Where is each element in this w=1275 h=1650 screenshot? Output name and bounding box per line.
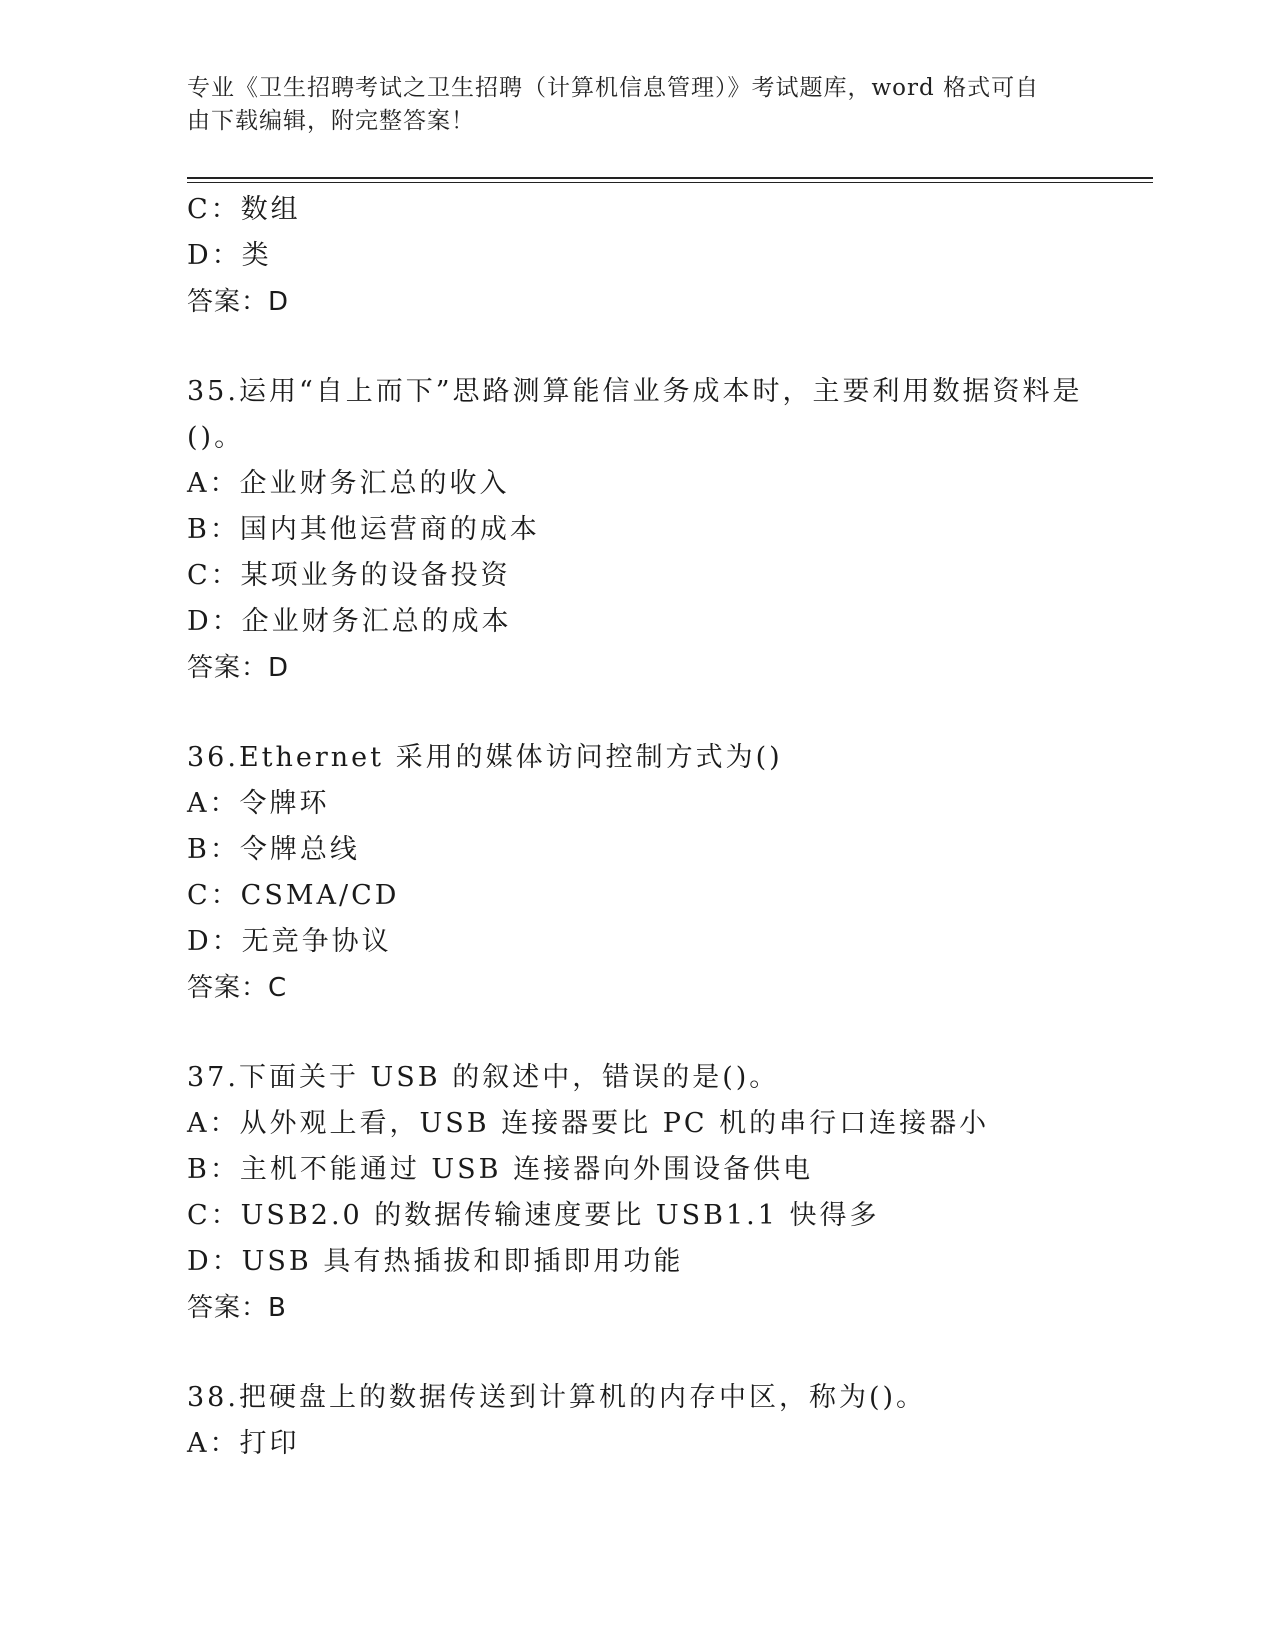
option-label: B： [187, 1154, 240, 1185]
option-c [187, 873, 1087, 919]
option-c [187, 553, 1087, 599]
prev-question [187, 187, 1087, 325]
option-a [187, 1101, 1087, 1147]
option-text: 企业财务汇总的收入 [239, 468, 510, 499]
answer-line: 答案：D [187, 653, 290, 683]
option-text: USB 具有热插拔和即插即用功能 [241, 1246, 684, 1277]
question-36 [187, 735, 1087, 1011]
option-label: A： [187, 788, 240, 819]
question-stem: 38.把硬盘上的数据传送到计算机的内存中区，称为()。 [187, 1382, 927, 1413]
spacer [187, 325, 1087, 369]
question-stem: 36.Ethernet 采用的媒体访问控制方式为() [187, 742, 783, 773]
header-line-1: 专业《卫生招聘考试之卫生招聘（计算机信息管理）》考试题库，word 格式可自 [187, 75, 1040, 101]
header-line-2: 由下载编辑，附完整答案！ [187, 108, 475, 134]
question-stem: 37.下面关于 USB 的叙述中，错误的是()。 [187, 1062, 780, 1093]
spacer [187, 1011, 1087, 1055]
header-rule-thin [187, 182, 1153, 183]
option-label: C： [187, 194, 241, 225]
option-text: CSMA/CD [240, 880, 400, 911]
option-label: B： [187, 514, 240, 545]
option-d [187, 233, 1087, 279]
header-rule-thick [187, 177, 1153, 179]
answer-line: 答案：C [187, 973, 288, 1003]
answer-line: 答案：D [187, 287, 290, 317]
question-body [187, 187, 1087, 1467]
option-text: USB2.0 的数据传输速度要比 USB1.1 快得多 [240, 1200, 880, 1231]
option-c [187, 1193, 1087, 1239]
option-a [187, 1421, 1087, 1467]
option-d [187, 599, 1087, 645]
option-label: A： [187, 1428, 240, 1459]
option-label: A： [187, 1108, 240, 1139]
option-b [187, 507, 1087, 553]
option-label: D： [187, 240, 242, 271]
option-text: 无竞争协议 [241, 926, 392, 957]
option-label: B： [187, 834, 240, 865]
option-d [187, 919, 1087, 965]
answer-line: 答案：B [187, 1293, 287, 1323]
option-label: C： [187, 560, 241, 591]
option-c [187, 187, 1087, 233]
spacer [187, 1331, 1087, 1375]
option-text: 类 [241, 240, 272, 271]
option-d [187, 1239, 1087, 1285]
option-text: 从外观上看，USB 连接器要比 PC 机的串行口连接器小 [239, 1108, 990, 1139]
option-text: 数组 [240, 194, 301, 225]
option-label: A： [187, 468, 240, 499]
option-a [187, 461, 1087, 507]
option-label: C： [187, 880, 241, 911]
option-label: C： [187, 1200, 241, 1231]
option-text: 主机不能通过 USB 连接器向外围设备供电 [239, 1154, 814, 1185]
option-b [187, 1147, 1087, 1193]
question-37 [187, 1055, 1087, 1331]
option-text: 某项业务的设备投资 [240, 560, 511, 591]
option-text: 令牌总线 [239, 834, 360, 865]
option-label: D： [187, 926, 242, 957]
option-text: 企业财务汇总的成本 [241, 606, 512, 637]
document-header [187, 72, 1067, 138]
option-a [187, 781, 1087, 827]
option-text: 国内其他运营商的成本 [239, 514, 540, 545]
question-stem: 35.运用“自上而下”思路测算能信业务成本时，主要利用数据资料是 [187, 376, 1083, 407]
option-text: 打印 [239, 1428, 300, 1459]
option-label: D： [187, 606, 242, 637]
option-text: 令牌环 [239, 788, 330, 819]
question-35 [187, 369, 1087, 691]
question-stem-continued: ()。 [187, 422, 245, 453]
spacer [187, 691, 1087, 735]
option-label: D： [187, 1246, 242, 1277]
question-38 [187, 1375, 1087, 1467]
option-b [187, 827, 1087, 873]
